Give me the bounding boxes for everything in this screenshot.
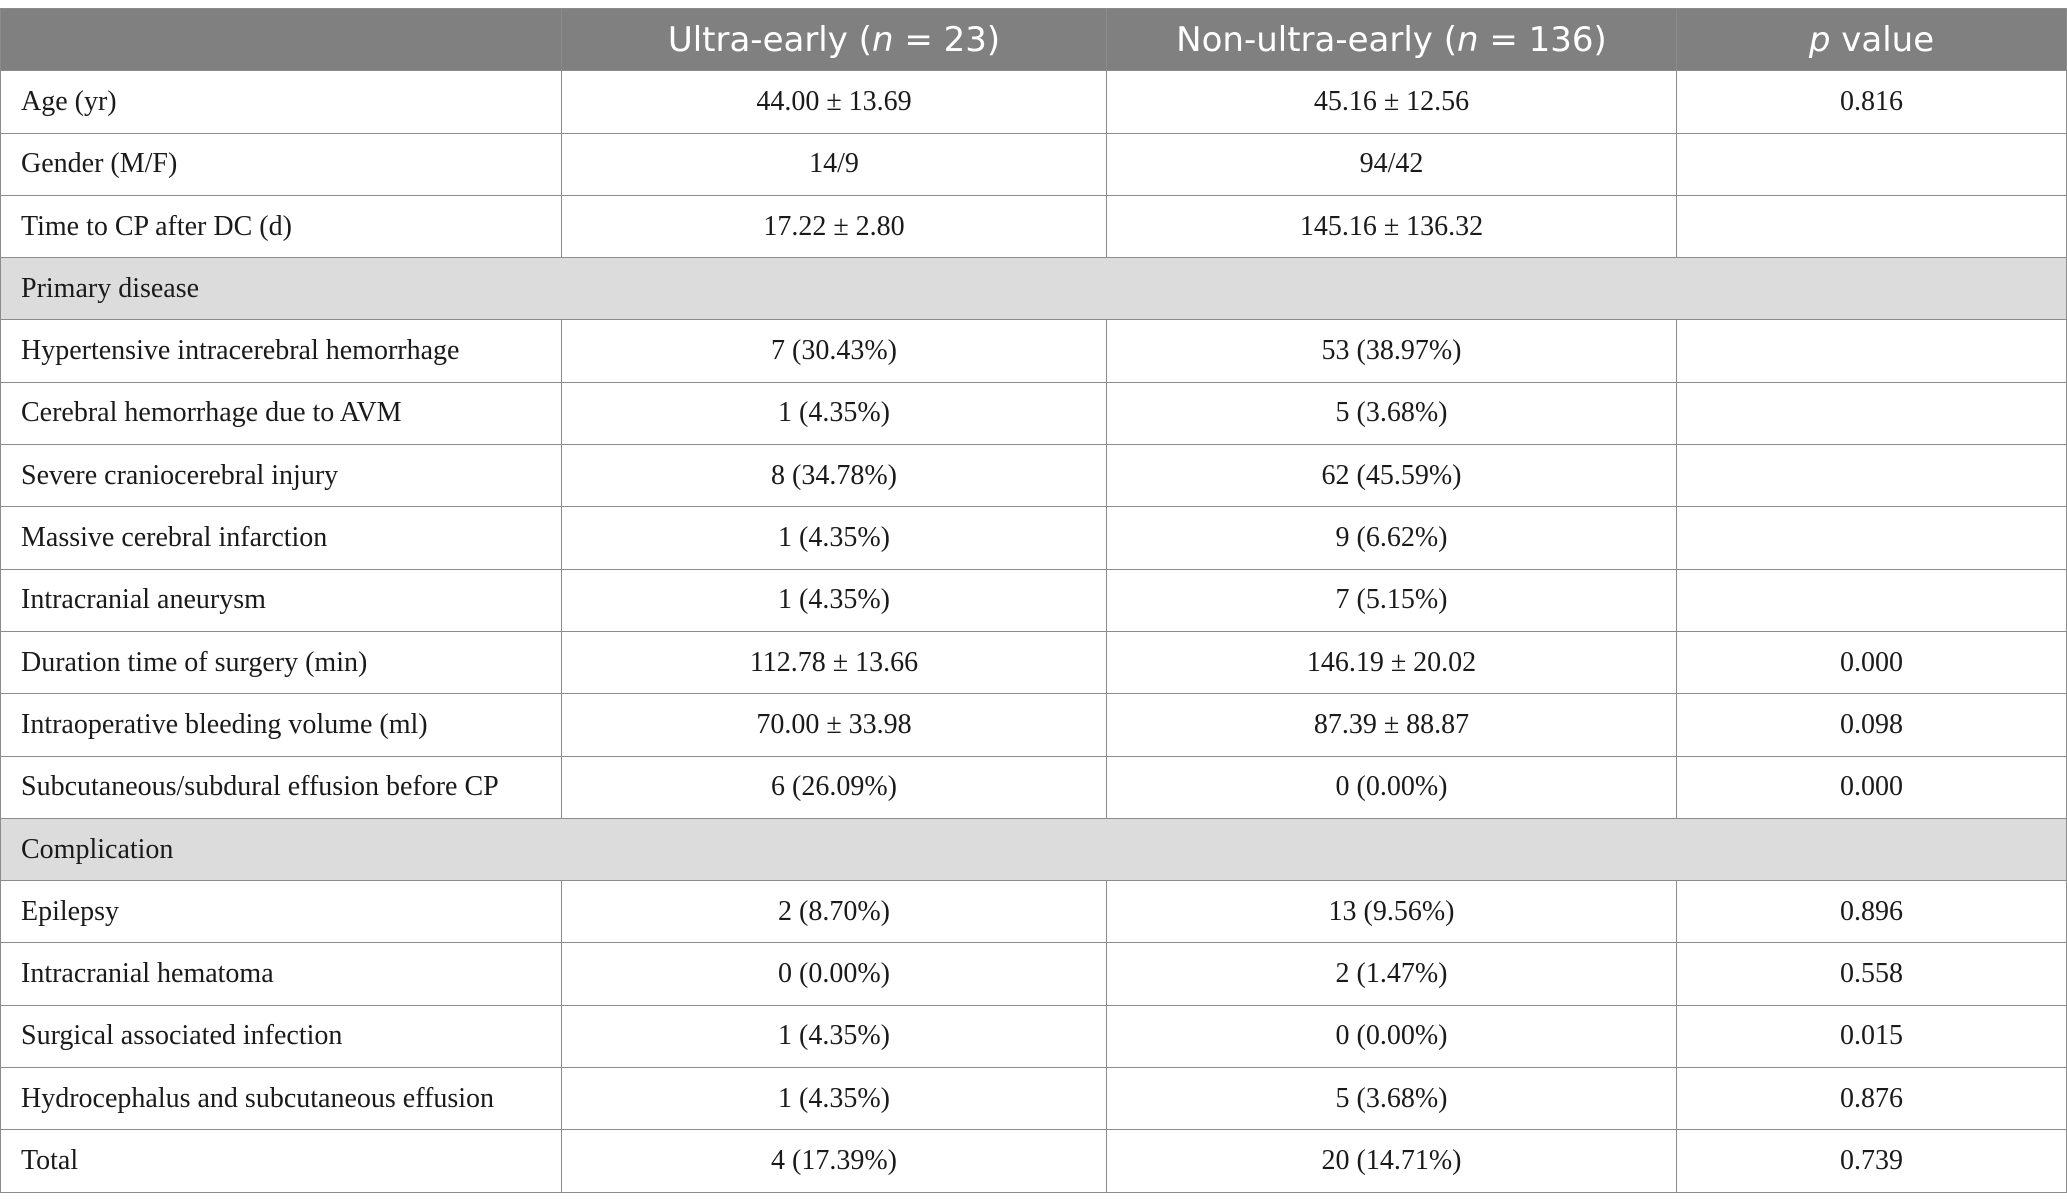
header-row xyxy=(1,9,2067,71)
header-ultra-early-post: = 23) xyxy=(893,19,1001,60)
row-label: Severe craniocerebral injury xyxy=(1,445,562,507)
non-ultra-early-value: 45.16 ± 12.56 xyxy=(1107,71,1677,133)
row-label: Age (yr) xyxy=(1,71,562,133)
non-ultra-early-value: 87.39 ± 88.87 xyxy=(1107,694,1677,756)
ultra-early-value: 1 (4.35%) xyxy=(562,1068,1107,1130)
row-label: Hypertensive intracerebral hemorrhage xyxy=(1,320,562,382)
non-ultra-early-value: 0 (0.00%) xyxy=(1107,756,1677,818)
non-ultra-early-value: 62 (45.59%) xyxy=(1107,445,1677,507)
p-value xyxy=(1677,507,2067,569)
p-value xyxy=(1677,569,2067,631)
table-row xyxy=(1,943,2067,1005)
row-label: Duration time of surgery (min) xyxy=(1,631,562,693)
header-non-ultra-early-pre: Non-ultra-early ( xyxy=(1176,19,1457,60)
table-header xyxy=(1,9,2067,71)
non-ultra-early-value: 146.19 ± 20.02 xyxy=(1107,631,1677,693)
ultra-early-value: 4 (17.39%) xyxy=(562,1130,1107,1192)
section-row xyxy=(1,818,2067,880)
ultra-early-value: 70.00 ± 33.98 xyxy=(562,694,1107,756)
row-label: Epilepsy xyxy=(1,881,562,943)
table-row xyxy=(1,133,2067,195)
non-ultra-early-value: 13 (9.56%) xyxy=(1107,881,1677,943)
ultra-early-value: 1 (4.35%) xyxy=(562,382,1107,444)
table-row xyxy=(1,320,2067,382)
header-ultra-early-pre: Ultra-early ( xyxy=(667,19,872,60)
p-value: 0.098 xyxy=(1677,694,2067,756)
table-row xyxy=(1,445,2067,507)
table-row xyxy=(1,694,2067,756)
ultra-early-value: 6 (26.09%) xyxy=(562,756,1107,818)
header-empty-cell xyxy=(1,9,562,71)
p-value: 0.558 xyxy=(1677,943,2067,1005)
ultra-early-value: 8 (34.78%) xyxy=(562,445,1107,507)
table-row xyxy=(1,1068,2067,1130)
table-row xyxy=(1,881,2067,943)
row-label: Hydrocephalus and subcutaneous effusion xyxy=(1,1068,562,1130)
ultra-early-value: 0 (0.00%) xyxy=(562,943,1107,1005)
row-label: Gender (M/F) xyxy=(1,133,562,195)
non-ultra-early-value: 20 (14.71%) xyxy=(1107,1130,1677,1192)
header-p-post: value xyxy=(1830,19,1935,60)
row-label: Time to CP after DC (d) xyxy=(1,195,562,257)
row-label: Subcutaneous/subdural effusion before CP xyxy=(1,756,562,818)
row-label: Total xyxy=(1,1130,562,1192)
ultra-early-value: 44.00 ± 13.69 xyxy=(562,71,1107,133)
p-value xyxy=(1677,320,2067,382)
table-row xyxy=(1,569,2067,631)
non-ultra-early-value: 0 (0.00%) xyxy=(1107,1005,1677,1067)
table-row xyxy=(1,71,2067,133)
section-row xyxy=(1,258,2067,320)
table-row xyxy=(1,382,2067,444)
p-value: 0.015 xyxy=(1677,1005,2067,1067)
table-body xyxy=(1,71,2067,1192)
non-ultra-early-value: 145.16 ± 136.32 xyxy=(1107,195,1677,257)
non-ultra-early-value: 53 (38.97%) xyxy=(1107,320,1677,382)
row-label: Cerebral hemorrhage due to AVM xyxy=(1,382,562,444)
ultra-early-value: 7 (30.43%) xyxy=(562,320,1107,382)
row-label: Intracranial hematoma xyxy=(1,943,562,1005)
section-label: Complication xyxy=(1,818,2067,880)
ultra-early-value: 112.78 ± 13.66 xyxy=(562,631,1107,693)
section-label: Primary disease xyxy=(1,258,2067,320)
row-label: Surgical associated infection xyxy=(1,1005,562,1067)
comparison-table xyxy=(0,8,2067,1193)
p-value: 0.739 xyxy=(1677,1130,2067,1192)
header-p-value xyxy=(1677,9,2067,71)
ultra-early-value: 17.22 ± 2.80 xyxy=(562,195,1107,257)
header-ultra-early xyxy=(562,9,1107,71)
header-non-ultra-early-post: = 136) xyxy=(1478,19,1607,60)
table-row xyxy=(1,631,2067,693)
header-p-italic: p xyxy=(1808,19,1831,60)
table-row xyxy=(1,756,2067,818)
p-value xyxy=(1677,133,2067,195)
ultra-early-value: 14/9 xyxy=(562,133,1107,195)
header-non-ultra-early-n: n xyxy=(1457,19,1479,60)
header-ultra-early-n: n xyxy=(871,19,894,60)
row-label: Intraoperative bleeding volume (ml) xyxy=(1,694,562,756)
non-ultra-early-value: 94/42 xyxy=(1107,133,1677,195)
row-label: Intracranial aneurysm xyxy=(1,569,562,631)
non-ultra-early-value: 5 (3.68%) xyxy=(1107,1068,1677,1130)
non-ultra-early-value: 5 (3.68%) xyxy=(1107,382,1677,444)
non-ultra-early-value: 7 (5.15%) xyxy=(1107,569,1677,631)
table-row xyxy=(1,1130,2067,1192)
row-label: Massive cerebral infarction xyxy=(1,507,562,569)
header-non-ultra-early xyxy=(1107,9,1677,71)
non-ultra-early-value: 9 (6.62%) xyxy=(1107,507,1677,569)
ultra-early-value: 2 (8.70%) xyxy=(562,881,1107,943)
table-row xyxy=(1,507,2067,569)
p-value xyxy=(1677,382,2067,444)
p-value: 0.816 xyxy=(1677,71,2067,133)
p-value: 0.876 xyxy=(1677,1068,2067,1130)
ultra-early-value: 1 (4.35%) xyxy=(562,507,1107,569)
p-value xyxy=(1677,445,2067,507)
p-value: 0.896 xyxy=(1677,881,2067,943)
table-row xyxy=(1,195,2067,257)
table-row xyxy=(1,1005,2067,1067)
p-value: 0.000 xyxy=(1677,631,2067,693)
ultra-early-value: 1 (4.35%) xyxy=(562,1005,1107,1067)
non-ultra-early-value: 2 (1.47%) xyxy=(1107,943,1677,1005)
ultra-early-value: 1 (4.35%) xyxy=(562,569,1107,631)
p-value xyxy=(1677,195,2067,257)
p-value: 0.000 xyxy=(1677,756,2067,818)
